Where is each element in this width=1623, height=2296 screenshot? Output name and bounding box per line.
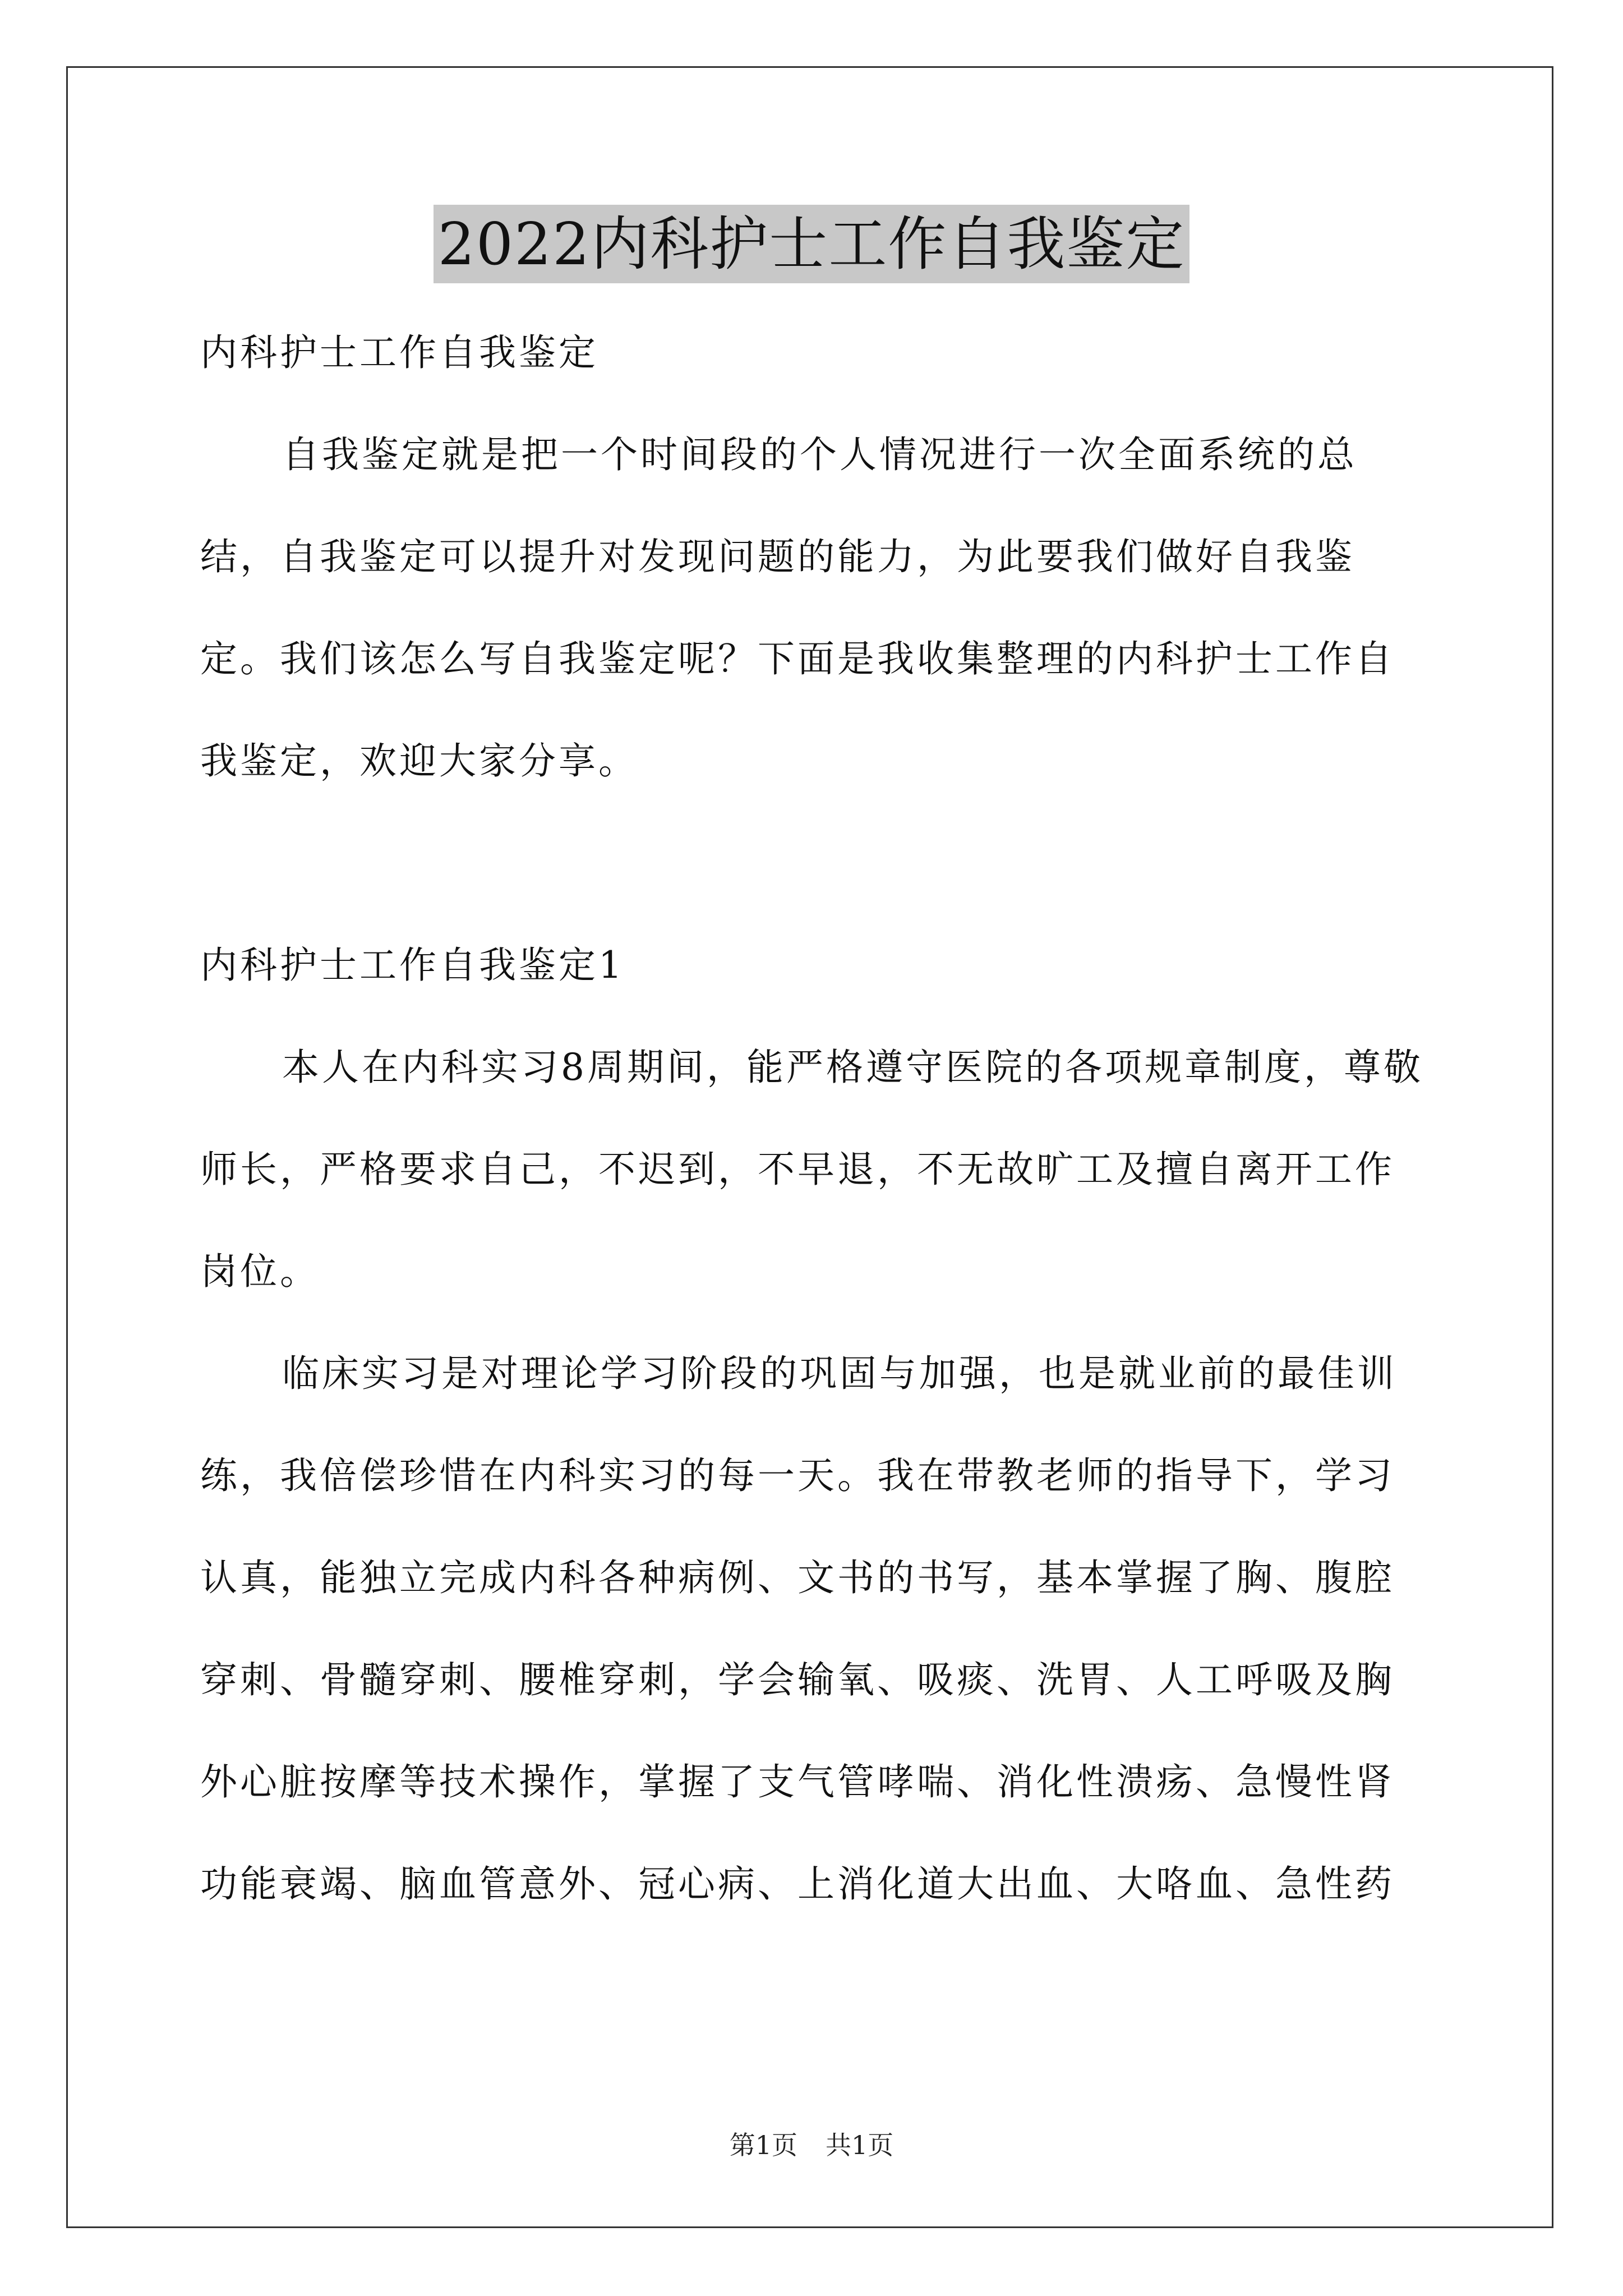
total-pages: 共1页 — [826, 2130, 894, 2160]
body-paragraph-2: 临床实习是对理论学习阶段的巩固与加强，也是就业前的最佳训练，我倍偿珍惜在内科实习的每一天。我在带教老师的指导下，学习认真，能独立完成内科各种病例、文书的书写，基本掌握了胸、腹腔穿刺、骨髓穿刺、腰椎穿刺，学会输氧、吸痰、洗胃、人工呼吸及胸外心脏按摩等技术操作，掌握了支气管哮喘、消化性溃疡、急慢性肾功能衰竭、脑血管意外、冠心病、上消化道大出血、大咯血、急性药 — [200, 1352, 1397, 1906]
document-subtitle: 内科护士工作自我鉴定 — [200, 331, 598, 374]
section-title: 内科护士工作自我鉴定1 — [200, 944, 625, 987]
title-container — [0, 205, 1623, 283]
page-footer — [0, 2128, 1623, 2162]
document-title: 2022内科护士工作自我鉴定 — [434, 205, 1190, 283]
page-number: 第1页 — [729, 2130, 797, 2160]
body-paragraph-1: 本人在内科实习8周期间，能严格遵守医院的各项规章制度，尊敬师长，严格要求自己，不迟到，不早退，不无故旷工及擅自离开工作岗位。 — [200, 1046, 1423, 1293]
document-body — [200, 302, 1434, 1935]
intro-paragraph: 自我鉴定就是把一个时间段的个人情况进行一次全面系统的总结，自我鉴定可以提升对发现问题的能力，为此要我们做好自我鉴定。我们该怎么写自我鉴定呢？下面是我收集整理的内科护士工作自我鉴定，欢迎大家分享。 — [200, 433, 1395, 783]
section-spacer — [200, 812, 1434, 914]
